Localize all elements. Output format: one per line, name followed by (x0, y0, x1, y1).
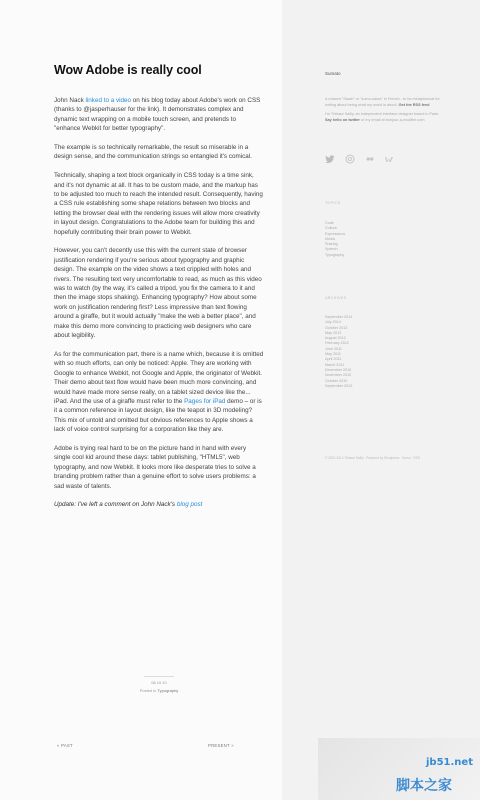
archive-item[interactable]: December 2010 (325, 367, 352, 372)
watermark-url: jb51.net (426, 757, 473, 768)
pages-for-ipad-link[interactable]: Pages for iPad (184, 397, 226, 405)
video-link[interactable]: linked to a video (85, 97, 132, 104)
social-icons (325, 154, 395, 164)
archive-item[interactable]: May 2013 (325, 330, 342, 335)
topic-item[interactable]: Culture (325, 226, 337, 231)
archive-item[interactable]: April 2011 (325, 357, 342, 362)
post-date: 08.10.10 (151, 680, 167, 685)
bio-text: A relaxed "Sarah" or "sumo-sama" in French - to ha metaphorical for writing about being what my world is about. (325, 97, 440, 107)
post-body (54, 96, 264, 519)
archive-item[interactable]: August 2012 (325, 336, 346, 341)
paragraph-2: The example is so technically remarkable, the result so miserable in a design sense, and the communication strings so entangled it's comical. (54, 144, 252, 161)
posted-in-label: Posted in (139, 688, 158, 693)
dribbble-icon[interactable] (345, 154, 355, 164)
prev-post-link[interactable]: « PAST (57, 743, 73, 748)
archive-item[interactable]: May 2011 (325, 352, 341, 357)
vimeo-icon[interactable] (385, 154, 395, 164)
paragraph-5 (54, 350, 264, 435)
rss-link[interactable]: Get the RSS feed (398, 102, 430, 107)
next-post-link[interactable]: PRESENT » (208, 743, 234, 748)
paragraph-text: As for the communication part, there is a name which, because it is omitted with so much efforts, can only be noticed: Apple. They are working with Google to enhance Webkit, not Google and Apple, the originator of Webkit. Their demo about text flow would have been much more convincing, and would have made more sense really, on a tablet sized device like the... iPad. And the use of a giraffe must refer to the (54, 350, 264, 405)
paragraph-text: demo – or is it a common reference in layout design, like the teapot in 3D modeling? This mix of untold and omitted but obvious references to Apple shows a lack of voice control surprising for a corporation like they are. (54, 397, 262, 434)
archive-item[interactable]: November 2010 (325, 373, 352, 378)
topic-item[interactable]: Speech (325, 247, 338, 252)
topics-heading: TOPICS (325, 201, 341, 205)
post-category (54, 688, 264, 693)
archives-list (325, 315, 352, 389)
topic-item[interactable]: Sharing (325, 242, 338, 247)
twitter-icon[interactable] (325, 154, 335, 164)
divider (144, 676, 174, 677)
site-bio (325, 97, 445, 127)
flickr-icon[interactable] (365, 154, 375, 164)
archive-item[interactable]: September 2010 (325, 383, 353, 388)
post-meta (54, 676, 264, 693)
topics-list (325, 221, 345, 258)
bio-text: or my email at bonjour-a-modifier.com (359, 117, 425, 122)
paragraph-4: However, you can't decently use this with the current state of browser justification rendering if you're serious about typography and graphic design. The example on the video shows a text crippled with holes and rivers. The resulting text very uncomfortable to read, as much as this video was to watch (by the way, it's called a tripod, you fix the camera to it and then the image stops shaking). Enhancing typography? How about some work on justification rendering first? Less impressive than text flowing around a giraffe, but it would actually "make the web a better place", and make this demo more convincing to practicing web designers who care about legibility. (54, 247, 262, 340)
category-link[interactable]: Typography (157, 688, 179, 693)
update-text: Update: I've left a comment on John Nack's (54, 501, 177, 509)
site-title[interactable]: Sumato (325, 71, 341, 76)
archive-item[interactable]: June 2011 (325, 346, 342, 351)
archive-item[interactable]: October 2010 (325, 378, 348, 383)
copyright: © 2010-2014 Thibaut Sailly · Powered by Wordpress · Sumo · RSS (325, 456, 420, 460)
paragraph-text: on his blog today about Adobe's work on CSS (thanks to @jasperhauser for the link). It demonstrates complex and dynamic text wrapping on a mobile touch screen, and pretends to "enhance Webkit for better typography". (54, 97, 261, 133)
archives-heading: ARCHIVES (325, 296, 347, 300)
paragraph-3: Technically, shaping a text block organically in CSS today is a time sink, and it's not dynamic at all. It has to be custom made, and the markup has to be adjusted too much to reach the intended result. Consequently, having a CSS rule establishing some shape relations between two blocks and letting the browser deal with the rendering issues will allow more creativity in layout design. Congratulations to the Adobe team for building this and hopefully contributing their brain power to Webkit. (54, 172, 263, 236)
paragraph-6: Adobe is trying real hard to be on the picture hand in hand with every single cool kid around these days: tablet publishing, "HTML5", web typography, and now Webkit. It looks more like desperate tries to solve a branding problem rather than a genuine effort to solve users problems: a sad waste of talents. (54, 444, 256, 490)
update-note (54, 500, 264, 509)
archive-item[interactable]: October 2013 (325, 325, 348, 330)
archive-item[interactable]: July 2014 (325, 320, 341, 325)
bio-text: I'm Thibaut Sailly, an independent interface designer based in Paris. (325, 112, 440, 117)
post-title: Wow Adobe is really cool (54, 63, 202, 77)
paragraph-text: John Nack (54, 97, 86, 104)
topic-item[interactable]: Media (325, 236, 336, 241)
archive-item[interactable]: February 2012 (325, 341, 349, 346)
paragraph-1 (54, 96, 264, 134)
watermark-text: 脚本之家 (396, 778, 452, 794)
archive-item[interactable]: March 2011 (325, 362, 345, 367)
twitter-link[interactable]: Say hello on twitter (325, 117, 360, 122)
topic-item[interactable]: Code (325, 221, 334, 225)
topic-item[interactable]: Typography (325, 252, 345, 257)
topic-item[interactable]: Expressions (325, 231, 346, 236)
bio-paragraph-1 (325, 97, 445, 108)
bio-paragraph-2 (325, 112, 445, 123)
archive-item[interactable]: September 2014 (325, 315, 353, 319)
blog-post-link[interactable]: blog post (176, 501, 203, 509)
